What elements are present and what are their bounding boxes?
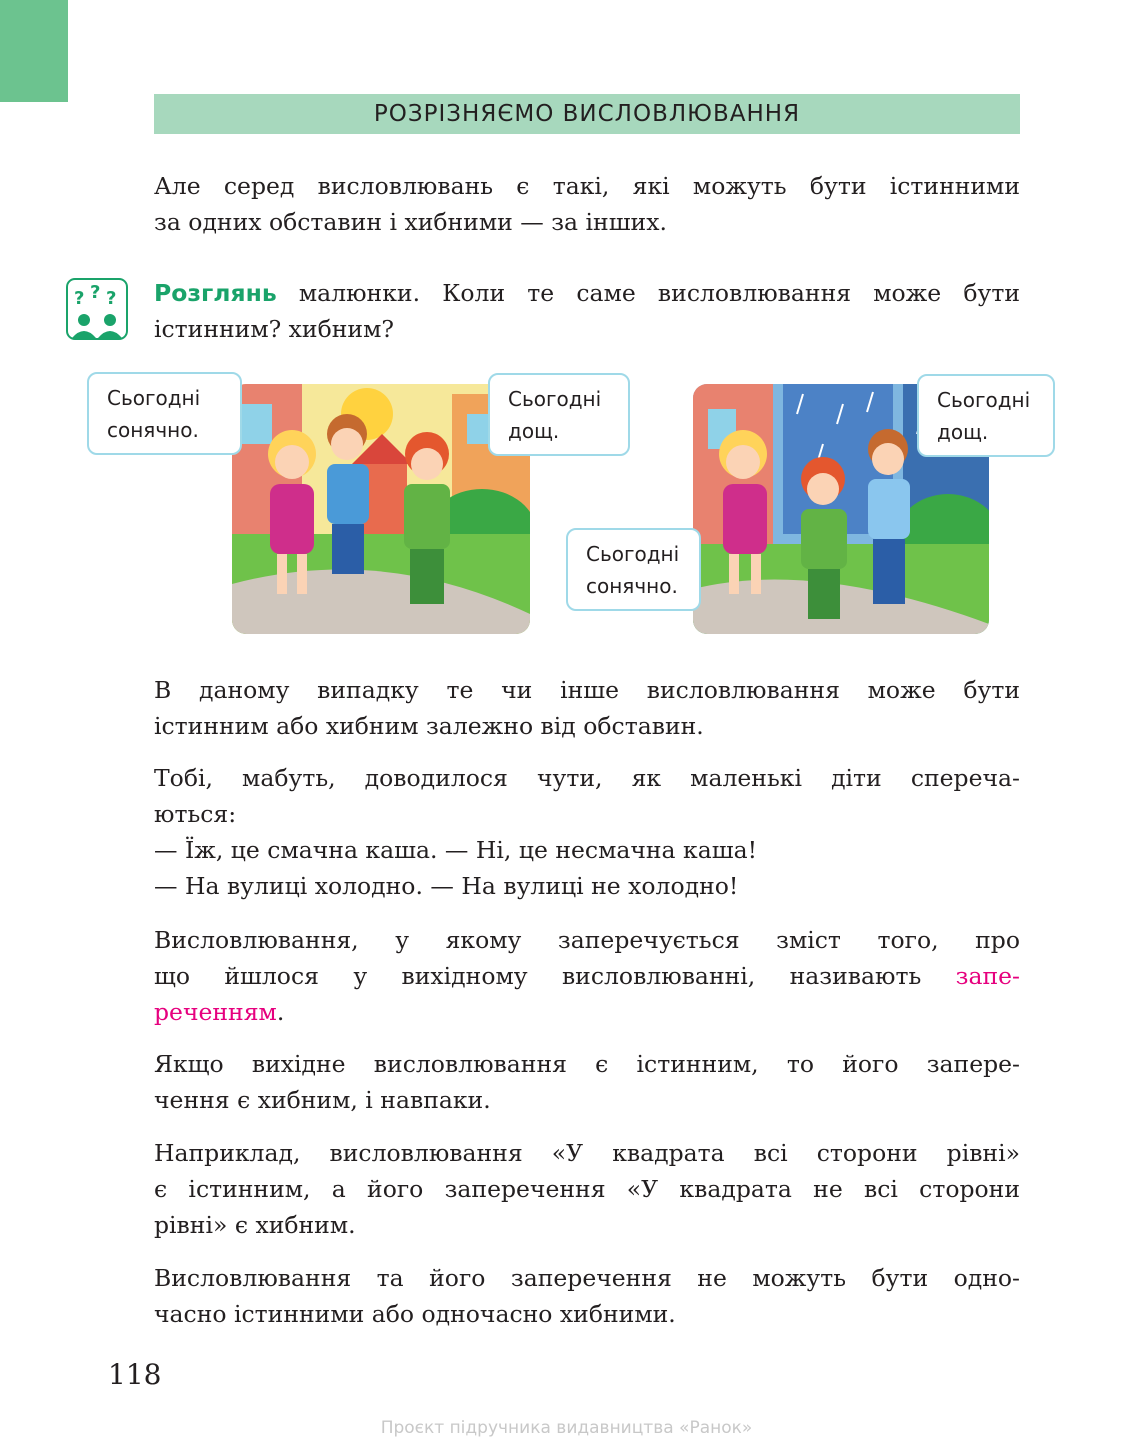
task-line1-rest: малюнки. Коли те саме висловлювання може бути <box>276 279 1020 307</box>
think-question-icon <box>66 278 128 340</box>
task-paragraph <box>154 275 1020 347</box>
dialogue-line: — Їж, це смачна каша. — Ні, це несмачна каша! <box>154 836 758 864</box>
text-line: ються: <box>154 800 237 828</box>
text-line: Висловлювання та його заперечення не можуть бути одно- <box>154 1264 1020 1292</box>
text-line: є істинним, а його заперечення «У квадрата не всі сторони <box>154 1175 1020 1203</box>
bubble-text: Сьогодні <box>107 386 201 410</box>
text-line: істинним? хибним? <box>154 315 394 343</box>
text-line <box>154 958 1020 994</box>
bubble-text: Сьогодні <box>586 542 680 566</box>
text-line: Наприклад, висловлювання «У квадрата всі сторони рівні» <box>154 1139 1020 1167</box>
text-line <box>154 994 1020 1030</box>
text-line <box>154 275 1020 311</box>
text-line: Якщо вихідне висловлювання є істинним, то його запере- <box>154 1050 1020 1078</box>
footer-watermark: Проєкт підручника видавництва «Ранок» <box>380 1418 753 1438</box>
bubble-text: сонячно. <box>107 418 199 442</box>
svg-text:?: ? <box>90 282 101 303</box>
line-text: . <box>276 998 285 1026</box>
speech-bubble <box>566 528 701 611</box>
paragraph <box>154 1046 1020 1118</box>
paragraph <box>154 1260 1020 1332</box>
speech-bubble <box>488 373 630 456</box>
line-text: що йшлося у вихідному висловлюванні, називають <box>154 962 956 990</box>
text-line: В даному випадку те чи інше висловлювання може бути <box>154 676 1020 704</box>
text-line: Висловлювання, у якому заперечується зміст того, про <box>154 926 1020 954</box>
definition-paragraph <box>154 922 1020 1030</box>
text-line: Але серед висловлювань є такі, які можуть бути істинними <box>154 172 1020 200</box>
section-title: РОЗРІЗНЯЄМО ВИСЛОВЛЮВАННЯ <box>373 101 801 127</box>
bubble-text: Сьогодні <box>937 388 1031 412</box>
corner-tab <box>0 0 68 102</box>
text-line: часно істинними або одночасно хибними. <box>154 1300 676 1328</box>
bubble-text: дощ. <box>508 419 560 443</box>
bubble-text: сонячно. <box>586 574 678 598</box>
intro-paragraph <box>154 168 1020 240</box>
text-line: Тобі, мабуть, доводилося чути, як маленькі діти спереча- <box>154 764 1020 792</box>
text-line: чення є хибним, і навпаки. <box>154 1086 491 1114</box>
svg-text:?: ? <box>74 288 85 309</box>
term-highlight: запе- <box>955 962 1020 990</box>
bubble-text: Сьогодні <box>508 387 602 411</box>
svg-text:?: ? <box>106 288 117 309</box>
bubble-text: дощ. <box>937 420 989 444</box>
task-highlight: Розглянь <box>154 279 277 307</box>
text-line: за одних обставин і хибними — за інших. <box>154 208 667 236</box>
speech-bubble <box>917 374 1055 457</box>
sunny-day-children <box>232 384 530 634</box>
paragraph <box>154 672 1020 744</box>
paragraph <box>154 760 1020 904</box>
page-number: 118 <box>108 1358 162 1391</box>
speech-bubble <box>87 372 242 455</box>
paragraph <box>154 1135 1020 1243</box>
text-line: рівні» є хибним. <box>154 1211 356 1239</box>
section-title-bar <box>154 94 1020 134</box>
text-line: істинним або хибним залежно від обставин. <box>154 712 704 740</box>
dialogue-line: — На вулиці холодно. — На вулиці не холодно! <box>154 872 739 900</box>
term-highlight: реченням <box>154 998 277 1026</box>
